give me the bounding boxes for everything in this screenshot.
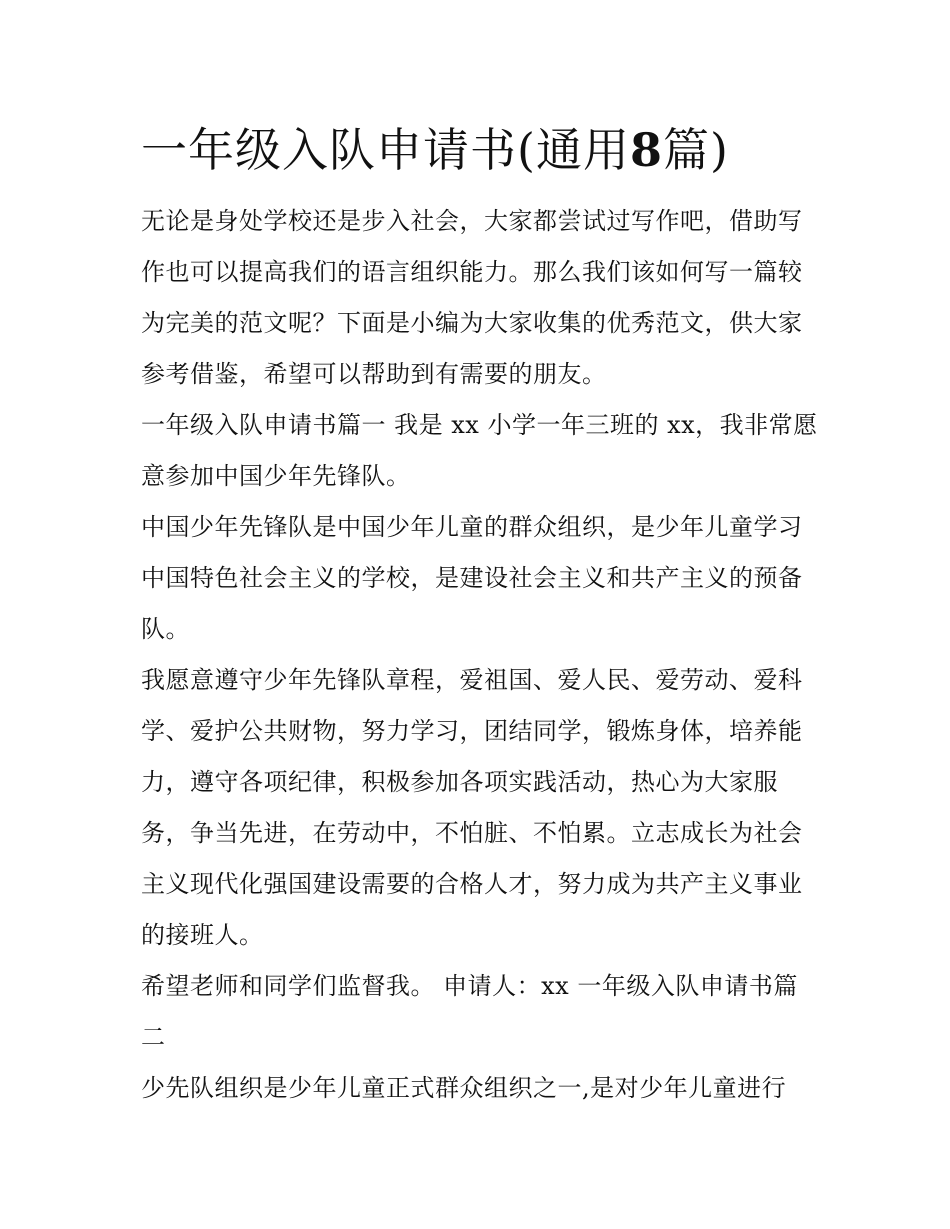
document-title <box>141 120 841 180</box>
text-line: 参考借鉴，希望可以帮助到有需要的朋友。 <box>141 360 607 388</box>
text-line: 二 <box>141 1023 166 1051</box>
text-line: 主义现代化强国建设需要的合格人才，努力成为共产主义事业 <box>141 870 803 898</box>
title-suffix: 篇) <box>662 123 729 177</box>
paragraph-closing <box>141 961 821 1063</box>
text-line: 的接班人。 <box>141 921 264 949</box>
text-line: 中国特色社会主义的学校，是建设社会主义和共产主义的预备 <box>141 564 803 592</box>
paragraph-pledge <box>141 655 821 961</box>
paragraph-section-two <box>141 1063 821 1114</box>
text-line: 希望老师和同学们监督我。 申请人：xx 一年级入队申请书篇 <box>141 972 798 1000</box>
text-line: 少先队组织是少年儿童正式群众组织之一,是对少年儿童进行 <box>141 1074 787 1102</box>
text-line: 无论是身处学校还是步入社会，大家都尝试过写作吧，借助写 <box>141 207 803 235</box>
text-line: 学、爱护公共财物，努力学习，团结同学，锻炼身体，培养能 <box>141 717 803 745</box>
document-body <box>141 196 821 1114</box>
paragraph-section-one <box>141 400 821 502</box>
text-line: 力，遵守各项纪律，积极参加各项实践活动，热心为大家服 <box>141 768 778 796</box>
text-line: 作也可以提高我们的语言组织能力。那么我们该如何写一篇较 <box>141 258 803 286</box>
text-line: 中国少年先锋队是中国少年儿童的群众组织，是少年儿童学习 <box>141 513 803 541</box>
title-prefix: 一年级入队申请书(通用 <box>141 123 630 177</box>
paragraph-organization <box>141 502 821 655</box>
text-line: 队。 <box>141 615 190 643</box>
title-number: 8 <box>629 123 663 177</box>
text-line: 意参加中国少年先锋队。 <box>141 462 411 490</box>
text-line: 我愿意遵守少年先锋队章程，爱祖国、爱人民、爱劳动、爱科 <box>141 666 803 694</box>
paragraph-intro <box>141 196 821 400</box>
text-line: 为完美的范文呢？下面是小编为大家收集的优秀范文，供大家 <box>141 309 803 337</box>
text-line: 务，争当先进，在劳动中，不怕脏、不怕累。立志成长为社会 <box>141 819 803 847</box>
text-line: 一年级入队申请书篇一 我是 xx 小学一年三班的 xx，我非常愿 <box>141 411 818 439</box>
